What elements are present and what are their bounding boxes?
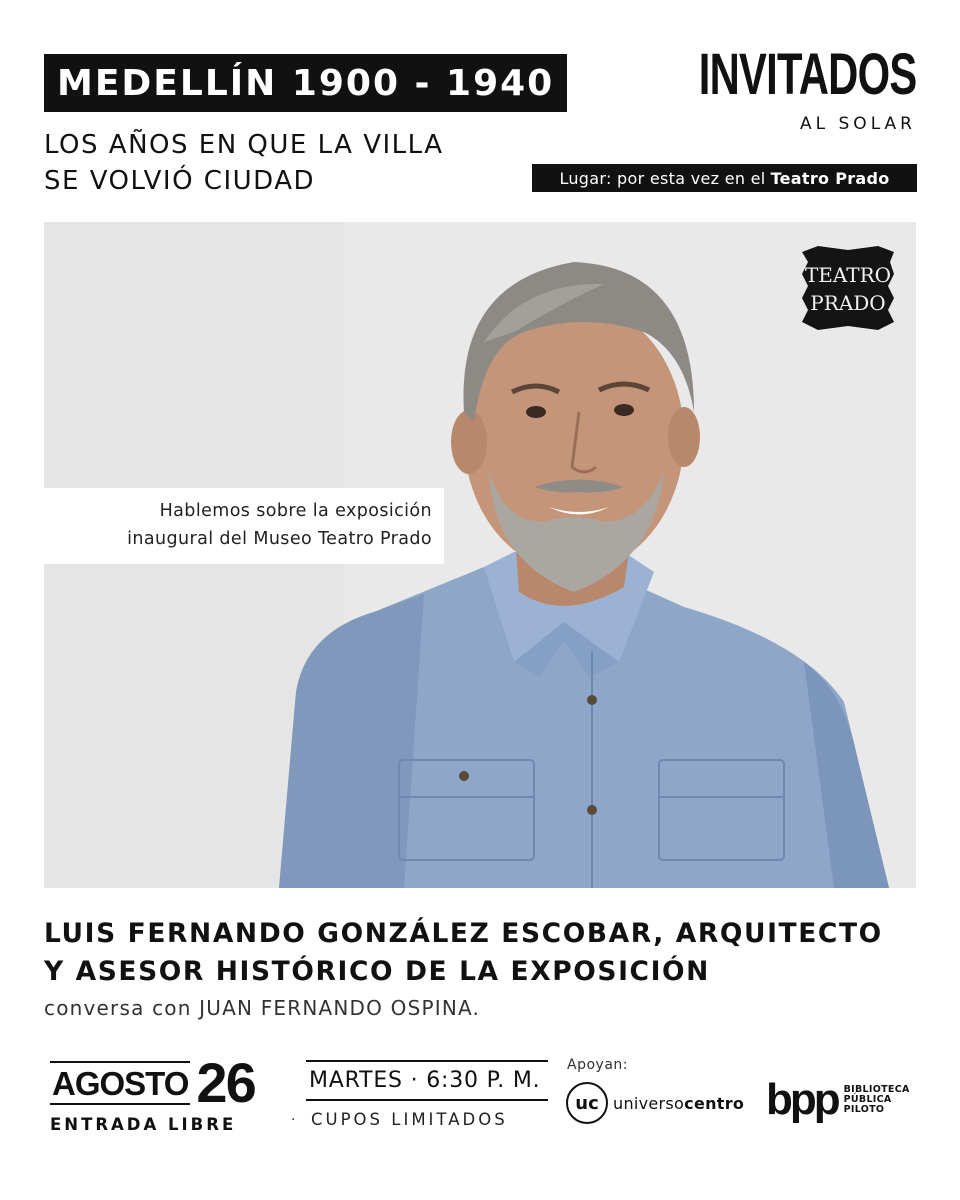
speaker-photo bbox=[44, 222, 916, 888]
event-subtitle bbox=[44, 127, 524, 199]
event-month: AGOSTO bbox=[50, 1061, 190, 1105]
guest-line-1: LUIS FERNANDO GONZÁLEZ ESCOBAR, ARQUITECTO bbox=[44, 918, 883, 949]
uc-name-a: universo bbox=[613, 1093, 685, 1113]
teatro-logo-line-1: TEATRO bbox=[804, 263, 892, 287]
bpp-name bbox=[844, 1085, 910, 1115]
event-time: MARTES · 6:30 P. M. bbox=[306, 1060, 548, 1101]
biblioteca-piloto-logo bbox=[766, 1075, 910, 1124]
uc-name-b: centro bbox=[684, 1093, 745, 1113]
separator-dot: · bbox=[291, 1112, 296, 1128]
guest-name bbox=[44, 915, 924, 991]
universo-centro-logo bbox=[566, 1082, 744, 1124]
uc-mark: uc bbox=[566, 1082, 608, 1124]
teatro-prado-logo bbox=[798, 242, 898, 334]
caption-line-2: inaugural del Museo Teatro Prado bbox=[127, 529, 432, 549]
uc-name bbox=[613, 1094, 744, 1113]
conversa-text: conversa con JUAN FERNANDO OSPINA. bbox=[44, 996, 481, 1020]
date-block bbox=[50, 1051, 285, 1134]
subtitle-line-1: LOS AÑOS EN QUE LA VILLA bbox=[44, 130, 444, 160]
bpp-line-3: PILOTO bbox=[843, 1104, 885, 1115]
venue-bar bbox=[532, 164, 917, 192]
brand-name: INVITADOS bbox=[698, 42, 916, 107]
subtitle-line-2: SE VOLVIÓ CIUDAD bbox=[44, 166, 316, 196]
cupos-limitados: CUPOS LIMITADOS bbox=[311, 1110, 508, 1129]
event-title-bar bbox=[44, 54, 567, 112]
bpp-mark: bpp bbox=[766, 1075, 838, 1124]
sponsors-label: Apoyan: bbox=[567, 1057, 628, 1073]
brand-sub: AL SOLAR bbox=[800, 114, 916, 134]
invitados-logo bbox=[614, 44, 917, 134]
teatro-logo-line-2: PRADO bbox=[810, 291, 886, 315]
event-day: 26 bbox=[196, 1051, 255, 1114]
photo-caption bbox=[44, 488, 444, 564]
bpp-line-1: BIBLIOTECA bbox=[843, 1084, 910, 1095]
caption-line-1: Hablemos sobre la exposición bbox=[159, 501, 432, 521]
venue-place: Teatro Prado bbox=[770, 168, 890, 188]
bpp-line-2: PÚBLICA bbox=[843, 1094, 892, 1105]
venue-label: Lugar: por esta vez en el bbox=[559, 168, 766, 188]
event-title: MEDELLÍN 1900 - 1940 bbox=[57, 62, 555, 104]
entrada-libre: ENTRADA LIBRE bbox=[50, 1115, 237, 1134]
time-block bbox=[306, 1060, 548, 1129]
guest-line-2: Y ASESOR HISTÓRICO DE LA EXPOSICIÓN bbox=[44, 956, 710, 987]
